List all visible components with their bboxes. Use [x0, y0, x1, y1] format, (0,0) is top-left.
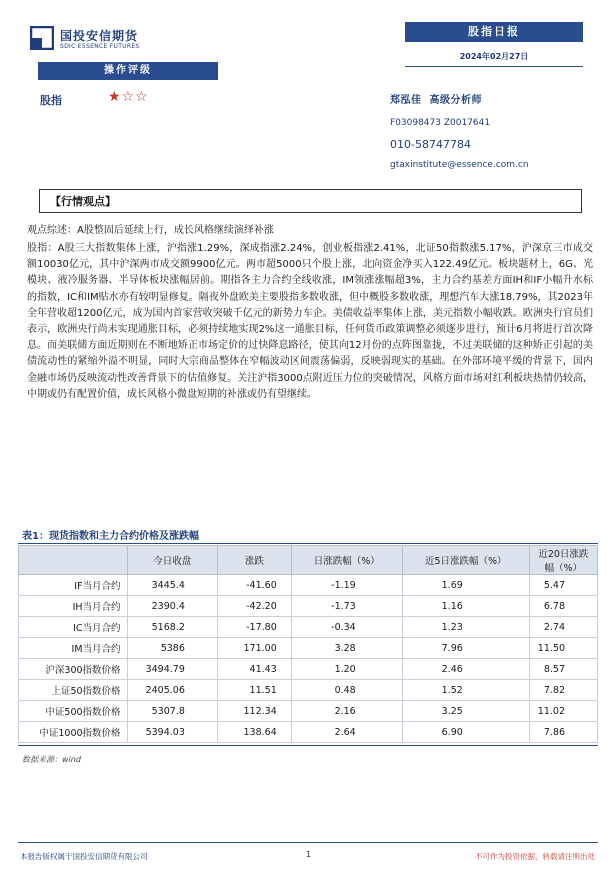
table-cell: 6.78 — [529, 596, 597, 617]
table-header: 日涨跌幅（%） — [291, 546, 402, 575]
table-cell: 2.16 — [291, 701, 402, 722]
table-row — [19, 617, 598, 638]
table-cell: 1.23 — [402, 617, 529, 638]
table-cell: 112.34 — [217, 701, 291, 722]
company-name-cn: 国投安信期货 — [60, 29, 139, 43]
table-row — [19, 680, 598, 701]
table-header: 近5日涨跌幅（%） — [402, 546, 529, 575]
table-header: 近20日涨跌幅（%） — [529, 546, 597, 575]
table-cell: IH当月合约 — [19, 596, 128, 617]
rating-stars: ★☆☆ — [108, 89, 149, 105]
table-cell: 3494.79 — [127, 659, 217, 680]
table-header-row — [19, 546, 598, 575]
table-cell: 171.00 — [217, 638, 291, 659]
table-cell: 11.51 — [217, 680, 291, 701]
table-cell: 中证1000指数价格 — [19, 722, 128, 743]
table-title: 表1：现货指数和主力合约价格及涨跌幅 — [22, 531, 199, 542]
doc-type-banner: 股指日报 — [405, 22, 583, 42]
section-header-box — [39, 189, 582, 213]
table-cell: 7.86 — [529, 722, 597, 743]
table-cell: IM当月合约 — [19, 638, 128, 659]
table-row — [19, 638, 598, 659]
table-header — [19, 546, 128, 575]
rating-banner: 操作评级 — [38, 62, 218, 80]
report-date: 2024年02月27日 — [459, 52, 529, 61]
table-header: 今日收盘 — [127, 546, 217, 575]
table-cell: 7.96 — [402, 638, 529, 659]
analyst-license: F03098473 Z0017641 — [390, 118, 491, 128]
table-cell: 上证50指数价格 — [19, 680, 128, 701]
analyst-email[interactable]: gtaxinstitute@essence.com.cn — [390, 160, 529, 170]
table-cell: 6.90 — [402, 722, 529, 743]
analyst-info — [390, 91, 482, 106]
table-cell: -41.60 — [217, 575, 291, 596]
table-cell: -0.34 — [291, 617, 402, 638]
table-cell: IC当月合约 — [19, 617, 128, 638]
analyst-phone: 010-58747784 — [390, 138, 471, 151]
data-source: 数据来源：wind — [22, 755, 81, 764]
table-cell: 沪深300指数价格 — [19, 659, 128, 680]
table-cell: 11.50 — [529, 638, 597, 659]
table-top-divider — [18, 543, 598, 544]
table-cell: 5307.8 — [127, 701, 217, 722]
table-cell: -42.20 — [217, 596, 291, 617]
table-row — [19, 659, 598, 680]
table-cell: 5168.2 — [127, 617, 217, 638]
rating-label: 股指 — [40, 94, 62, 107]
footer-disclaimer: 不可作为投资依据，转载请注明出处 — [475, 852, 595, 861]
page-number: 1 — [306, 850, 312, 859]
table-cell: IF当月合约 — [19, 575, 128, 596]
body-paragraph: 股指：A股三大指数集体上涨，沪指涨1.29%，深成指涨2.24%，创业板指涨2.41%，北证50指数涨5.17%，沪深京三市成交额10030亿元，其中沪深两市成交额9900亿元。两市超5000只个股上涨，北向资金净买入122.49亿元。板块题材上，6G、光模块、液冷服务器、半导体板块涨幅居前。期指各主力合约全线收涨，IM领涨涨幅超3%，主力合约基差方面IH和IF小幅升水标的指数，IC和IM贴水亦有较明显修复。隔夜外盘欧美主要股指多数收涨，但中概股多数收涨，理想汽车大涨18.79%，其2023年全年营收超1200亿元，成为国内首家营收突破千亿元的新势力车企。美债收益率集体上涨，美元指数小幅收跌。欧洲央行官员们表示，欧洲央行尚未实现通胀目标，必须持续地实现2%这一通胀目标，任何货币政策调整必须逐步进行，预计6月将进行首次降息。而美联储方面近期则在不断地矫正市场定价的过快降息路径，使其向12月份的点阵图靠拢，不过美联储的这种矫正引起的美债流动性的紧缩外溢不明显，同时大宗商品整体在窄幅波动区间震荡偏弱，反映弱现实的基础。在外部环境平缓的背景下，国内金融市场仍反映流动性改善背景下的估值修复。关注沪指3000点附近压力位的突破情况，风格方面市场对红利板块热情仍较高，中期或仍有配置价值，成长风格小微盘短期的补涨或仍有望继续。 — [27, 243, 593, 400]
analyst-title: 高级分析师 — [429, 95, 482, 106]
table-cell: 138.64 — [217, 722, 291, 743]
table-cell: 1.20 — [291, 659, 402, 680]
table-row — [19, 722, 598, 743]
analyst-name: 郑泓佳 — [390, 95, 422, 106]
table-cell: 3445.4 — [127, 575, 217, 596]
table-cell: 7.82 — [529, 680, 597, 701]
table-cell: 11.02 — [529, 701, 597, 722]
table-cell: 3.25 — [402, 701, 529, 722]
footer-divider — [18, 842, 598, 843]
table-cell: 8.57 — [529, 659, 597, 680]
table-cell: 2390.4 — [127, 596, 217, 617]
table-cell: 5.47 — [529, 575, 597, 596]
table-row — [19, 596, 598, 617]
table-cell: -1.19 — [291, 575, 402, 596]
table-cell: 1.16 — [402, 596, 529, 617]
sdic-logo-icon — [30, 26, 54, 50]
table-bottom-divider — [18, 745, 598, 746]
table-cell: 2405.06 — [127, 680, 217, 701]
table-cell: 5386 — [127, 638, 217, 659]
table-cell: 41.43 — [217, 659, 291, 680]
table-cell: 5394.03 — [127, 722, 217, 743]
table-cell: 中证500指数价格 — [19, 701, 128, 722]
table-cell: -1.73 — [291, 596, 402, 617]
table-cell: 0.48 — [291, 680, 402, 701]
table-cell: 2.74 — [529, 617, 597, 638]
table-row — [19, 701, 598, 722]
index-table — [18, 545, 598, 743]
company-name-en: SDIC ESSENCE FUTURES — [60, 43, 140, 50]
summary-paragraph: 观点综述：A股整固后延续上行，成长风格继续演绎补涨 — [27, 225, 274, 236]
table-cell: -17.80 — [217, 617, 291, 638]
table-cell: 1.52 — [402, 680, 529, 701]
table-cell: 1.69 — [402, 575, 529, 596]
table-cell: 3.28 — [291, 638, 402, 659]
table-header: 涨跌 — [217, 546, 291, 575]
date-divider — [405, 66, 583, 67]
table-cell: 2.64 — [291, 722, 402, 743]
section-title: 【行情观点】 — [50, 195, 116, 208]
footer-copyright: 本报告版权属于国投安信期货有限公司 — [20, 852, 148, 861]
table-cell: 2.46 — [402, 659, 529, 680]
table-row — [19, 575, 598, 596]
